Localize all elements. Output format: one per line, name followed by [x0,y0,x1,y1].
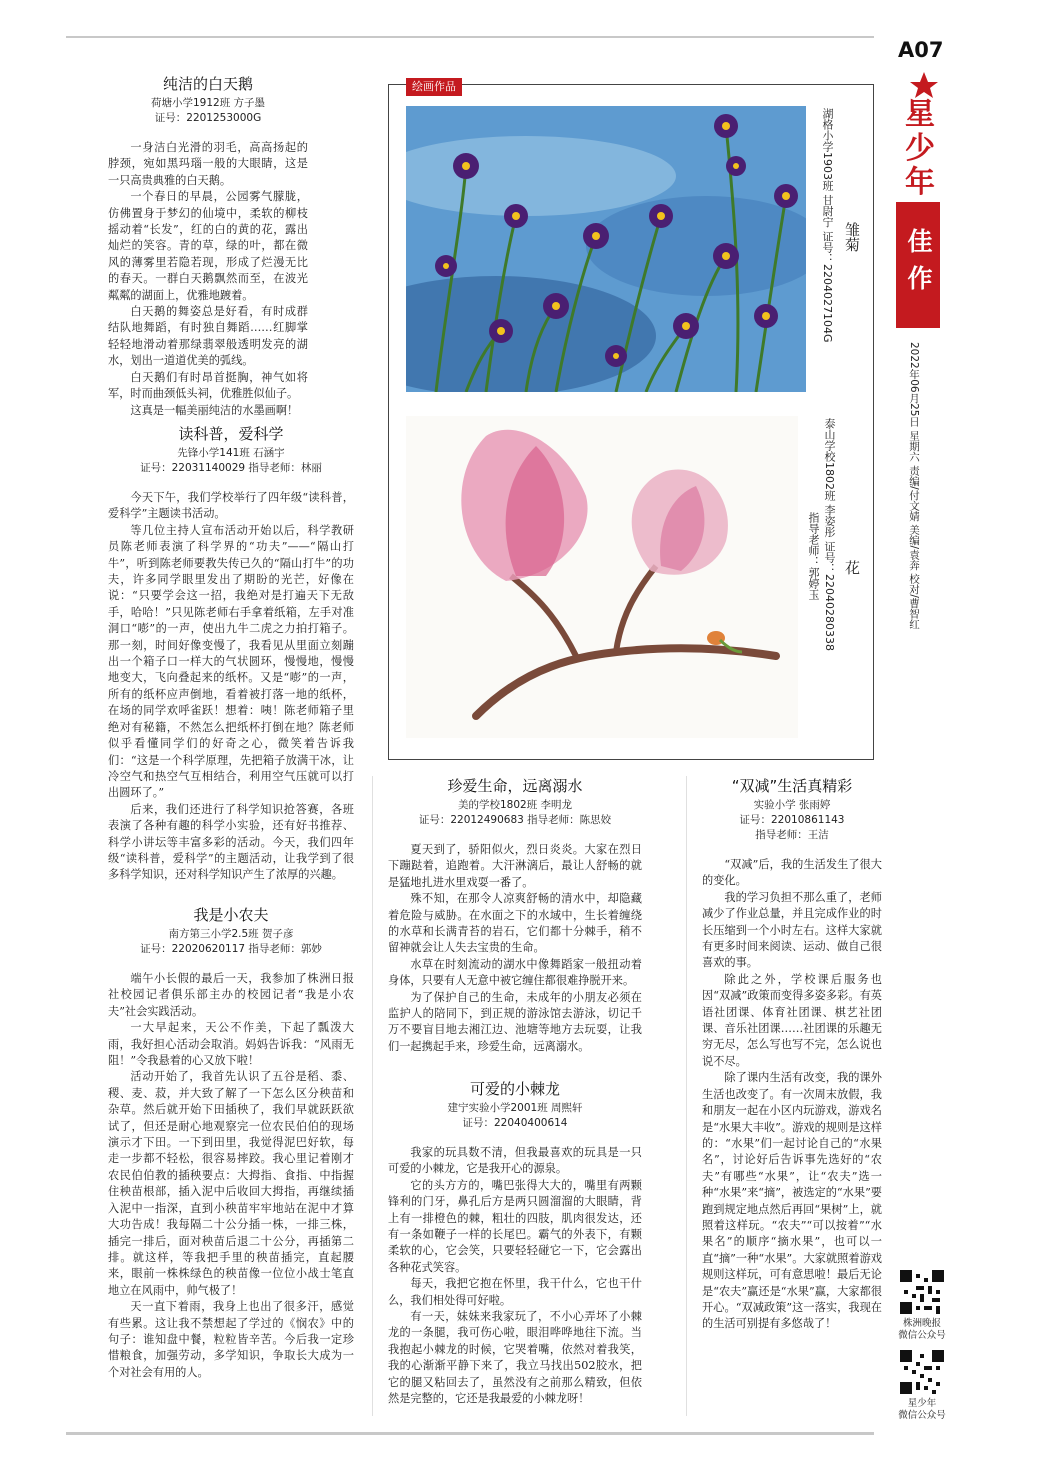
qr2-label-type: 微信公众号 [898,1410,946,1421]
dateline: 2022年06月25日 星期六 责编/付文婧 美编/袁奔 校对/曹智红 [908,342,920,630]
article-title: 读科普，爱科学 [178,425,284,443]
article-white-swan [108,74,308,419]
article-title: 珍爱生命，远离溺水 [447,777,583,795]
article-author: 荷塘小学1912班 方子墨 [150,97,266,109]
paragraph: 夏天到了，骄阳似火，烈日炎炎。大家在烈日下蹦跶着，追跑着。大汗淋漓后，最让人舒畅的就是猛地扎进水里戏耍一番了。 [388,843,642,889]
article-author: 先锋小学141班 石涵宇 [177,447,285,459]
paragraph: 有一天，妹妹来我家玩了，不小心弄坏了小棘龙的一条腿，我可伤心啦，眼泪哗哗地往下流。当我抱起小棘龙的时候，它哭着嘴，依然对着我笑，我的心渐渐平静下来了，我立马找出502胶水，把它的腿又粘回去了，虽然没有之前那么精致，但依然是完整的，它还是我最爱的小棘龙呀！ [388,1310,642,1406]
column-rule-1 [372,776,373,1416]
article-author: 建宁实验小学2001班 周熙轩 [447,1102,583,1114]
daisies-illustration [406,106,806,392]
qr1-label-name: 株洲晚报 [902,1318,941,1329]
article-author: 美的学校1802班 李明龙 [457,799,573,811]
paragraph: 除此之外，学校课后服务也因“双减”政策而变得多姿多彩。有英语社团课、体育社团课、棋艺社团课、音乐社团课……社团课的乐趣无穷无尽，怎么写也写不完，怎么说也说不尽。 [702,972,882,1068]
article-cert: 证号：22012490683 指导老师：陈思姣 [418,814,612,826]
painting2-credit: 泰山学校1802班 李姿彤 证号：22040280338 [823,418,836,651]
svg-text:星: 星 [905,97,935,132]
paragraph: 等几位主持人宣布活动开始以后，科学教研员陈老师表演了科学界的“功夫”——“隔山打牛”，听到陈老师要教失传已久的“隔山打牛”的功夫，许多同学眼里发出了期盼的光芒，好像在说：“只要学会这一招，我绝对是打遍天下无敌手，哈哈！”只见陈老师右手拿着纸箱，左手对准洞口“嘭”的一声，使出九牛二虎之力拍打箱子。那一刻，时间好像变慢了，我看见从里面立刻蹦出一个箱子口一样大的气状圆环，慢慢地，慢慢地变大，飞向叠起来的纸杯。又是“嘭”的一声，所有的纸杯应声倒地，看着被打落一地的纸杯，在场的同学欢呼雀跃！想着：咦！陈老师箱子里绝对有秘籍，不然怎么把纸杯打倒在地？陈老师似乎看懂同学们的好奇之心，微笑着告诉我们：“这是一个科学原理，先把箱子放满干冰，让冷空气和热空气互相结合，利用空气压就可以打出圆环了。” [108,523,354,800]
article-read-science [108,424,354,884]
paragraph: 这真是一幅美丽纯洁的水墨画啊！ [130,403,299,417]
paragraph: 天一直下着雨，我身上也出了很多汗，感觉有些累。这让我不禁想起了学过的《悯农》中的句子：谁知盘中餐，粒粒皆辛苦。今后我一定珍惜粮食，加强劳动，多学知识，争取长大成为一个对社会有用的人。 [108,1300,354,1379]
paragraph: 殊不知，在那令人凉爽舒畅的清水中，却隐藏着危险与威胁。在水面之下的水域中，生长着缠绕的水草和长满青苔的岩石，它们都十分棘手，稍不留神就会让人失去宝贵的生命。 [388,892,642,955]
paragraph: 每天，我把它抱在怀里，我干什么，它也干什么，我们相处得可好啦。 [388,1277,642,1307]
article-little-farmer [108,905,354,1381]
paragraph: 一大早起来，天公不作美，下起了瓢泼大雨，我好担心活动会取消。妈妈告诉我：“风雨无阻！”令我悬着的心又放下啦！ [108,1021,354,1068]
article-teacher: 指导老师：王洁 [755,829,829,841]
qr1-label [887,1318,957,1342]
article-cert: 证号：2201253000G [154,112,262,124]
artwork-tag: 绘画作品 [406,78,462,96]
article-water-safety [388,776,642,1055]
article-cert: 证号：22020620117 指导老师：郭妙 [140,943,322,955]
painting-daisies [406,106,806,392]
qr1-label-type: 微信公众号 [898,1330,946,1341]
article-author: 南方第三小学2.5班 贺子彦 [168,928,294,940]
paragraph: 一个春日的早晨，公园雾气朦胧，仿佛置身于梦幻的仙境中，柔软的柳枝摇动着“长发”，红的白的黄的花，露出灿烂的笑容。青的草，绿的叶，都在微风的薄雾里若隐若现，形成了烂漫无比的春天。一群白天鹅飘然而至，在波光粼粼的湖面上，优雅地踱着。 [108,190,308,302]
top-rule [66,36,874,38]
painting2-teacher: 指导老师：郭婷玉 [807,512,820,600]
article-cert: 证号：22040400614 [462,1117,568,1129]
paragraph: 白天鹅们有时昂首挺胸，神气如将军，时而曲颈低头祠，优雅胜似仙子。 [108,370,308,401]
article-spinosaurus [388,1079,642,1408]
qr2-label [887,1398,957,1422]
paragraph: 除了课内生活有改变，我的课外生活也改变了。有一次周末放假，我和朋友一起在小区内玩游戏，游戏名是“水果大丰收”。游戏的规则是这样的：“水果”们一起讨论自己的“水果名”，讨论好后告诉事先选好的“农夫”有哪些“水果”，让“农夫”选一种“水果”来“摘”，被选定的“水果”要跑到规定地点然后再回“果树”上，就照着这样玩。“农夫”“可以按着”“水果名”的顺序“摘水果”，也可以一直“摘”一种“水果”。大家就照着游戏规则这样玩，可有意思啦！最后无论是“农夫”赢还是“水果”赢，大家都很开心。“双减政策”这一落实，我现在的生活可别提有多悠哉了！ [702,1071,882,1331]
page-number: A07 [898,38,944,62]
article-author: 实验小学 张雨婷 [753,799,831,811]
painting-magnolia [406,416,798,738]
qr2-label-name: 星少年 [907,1398,937,1409]
article-title: 可爱的小棘龙 [469,1080,560,1098]
qr-code-zhuzhou-evening[interactable] [900,1270,944,1314]
section-label: 佳作 [896,202,940,328]
paragraph: 水草在时刻流动的湖水中像舞蹈家一般扭动着身体，只要有人无意中被它缠住都很难挣脱开来。 [388,957,642,988]
paragraph: 我家的玩具数不清，但我最喜欢的玩具是一只可爱的小棘龙，它是我开心的源泉。 [388,1146,642,1176]
paragraph: 一身洁白光滑的羽毛，高高扬起的脖颈，宛如黑玛瑙一般的大眼睛，这是一只高贵典雅的白天鹅。 [108,141,308,187]
magnolia-illustration [406,416,798,738]
paragraph: 白天鹅的舞姿总是好看，有时成群结队地舞蹈，有时独自舞蹈……红脚掌轻轻地滑动着那绿翡翠般透明发亮的湖水，划出一道道优美的弧线。 [108,305,308,368]
paragraph: 今天下午，我们学校举行了四年级“读科普，爱科学”主题读书活动。 [108,491,354,521]
article-cert: 证号：22031140029 指导老师：林丽 [140,462,322,474]
paragraph: 它的头方方的，嘴巴张得大大的，嘴里有两颗锋利的门牙，鼻孔后方是两只圆溜溜的大眼睛，背上有一排橙色的棘，粗壮的四肢，肌肉很发达，还有一条如鞭子一样的长尾巴。霸气的外表下，有颗柔软的心，它会笑，只要轻轻碰它一下，它会露出各种花式笑容。 [388,1178,642,1274]
article-cert: 证号：22010861143 [739,814,845,826]
qr-code-star-youth[interactable] [900,1350,944,1394]
paragraph: 我的学习负担不那么重了，老师减少了作业总量，并且完成作业的时长压缩到一个小时左右。这样大家就有更多时间来阅读、运动、做自己很喜欢的事。 [702,890,882,970]
paragraph: 为了保护自己的生命，未成年的小朋友必须在监护人的陪同下，到正规的游泳馆去游泳，切记千万不要盲目地去湘江边、池塘等地方去玩耍，让我们一起携起手来，珍爱生命，远离溺水。 [388,990,642,1053]
painting2-title: 花 [843,560,861,575]
painting1-title: 雏菊 [843,222,861,252]
painting1-credit: 湖格小学1903班 甘尉宁 证号：2204027104G [821,108,834,343]
paragraph: 端午小长假的最后一天，我参加了株洲日报社校园记者俱乐部主办的校园记者“我是小农夫”社会实践活动。 [108,972,354,1018]
paragraph: 后来，我们还进行了科学知识抢答赛，各班表演了各种有趣的科学小实验，还有好书推荐、科学小讲坛等丰富多彩的活动。今天，我们四年级“读科普，爱科学”的主题活动，让我学到了很多科学知识，还对科学知识产生了浓厚的兴趣。 [108,802,354,882]
bottom-rule [66,1432,874,1435]
paragraph: “双减”后，我的生活发生了很大的变化。 [702,858,882,888]
article-title: 我是小农夫 [193,906,269,924]
column-rule-2 [686,776,687,1416]
svg-text:少: 少 [905,131,935,166]
svg-text:年: 年 [905,165,935,200]
brand-logo [890,72,950,202]
article-double-reduction [702,776,882,1333]
article-title: 纯洁的白天鹅 [162,75,253,93]
article-title: “双减”生活真精彩 [731,777,853,795]
paragraph: 活动开始了，我首先认识了五谷是稻、黍、稷、麦、菽，并大致了解了一下怎么区分秧苗和杂草。然后就开始下田插秧了，我们早就跃跃欲试了，但还是耐心地观察完一位农民伯伯的现场演示才下田。一下到田里，我觉得泥巴好软，每走一步都不轻松，很容易摔跤。我心里记着刚才农民伯伯教的插秧要点：大拇指、食指、中指握住秧苗根部，插入泥中后收回大拇指，再继续插入泥中一指深，直到小秧苗牢牢地站在泥中才算大功告成！我每隔二十公分插一株，一排三株，插完一排后，面对秧苗后退二十公分，再插第二排。就这样，等我把手里的秧苗插完，直起腰来，眼前一株株绿色的秧苗像一位位小战士笔直地立在风雨中，帅气极了！ [108,1070,354,1297]
